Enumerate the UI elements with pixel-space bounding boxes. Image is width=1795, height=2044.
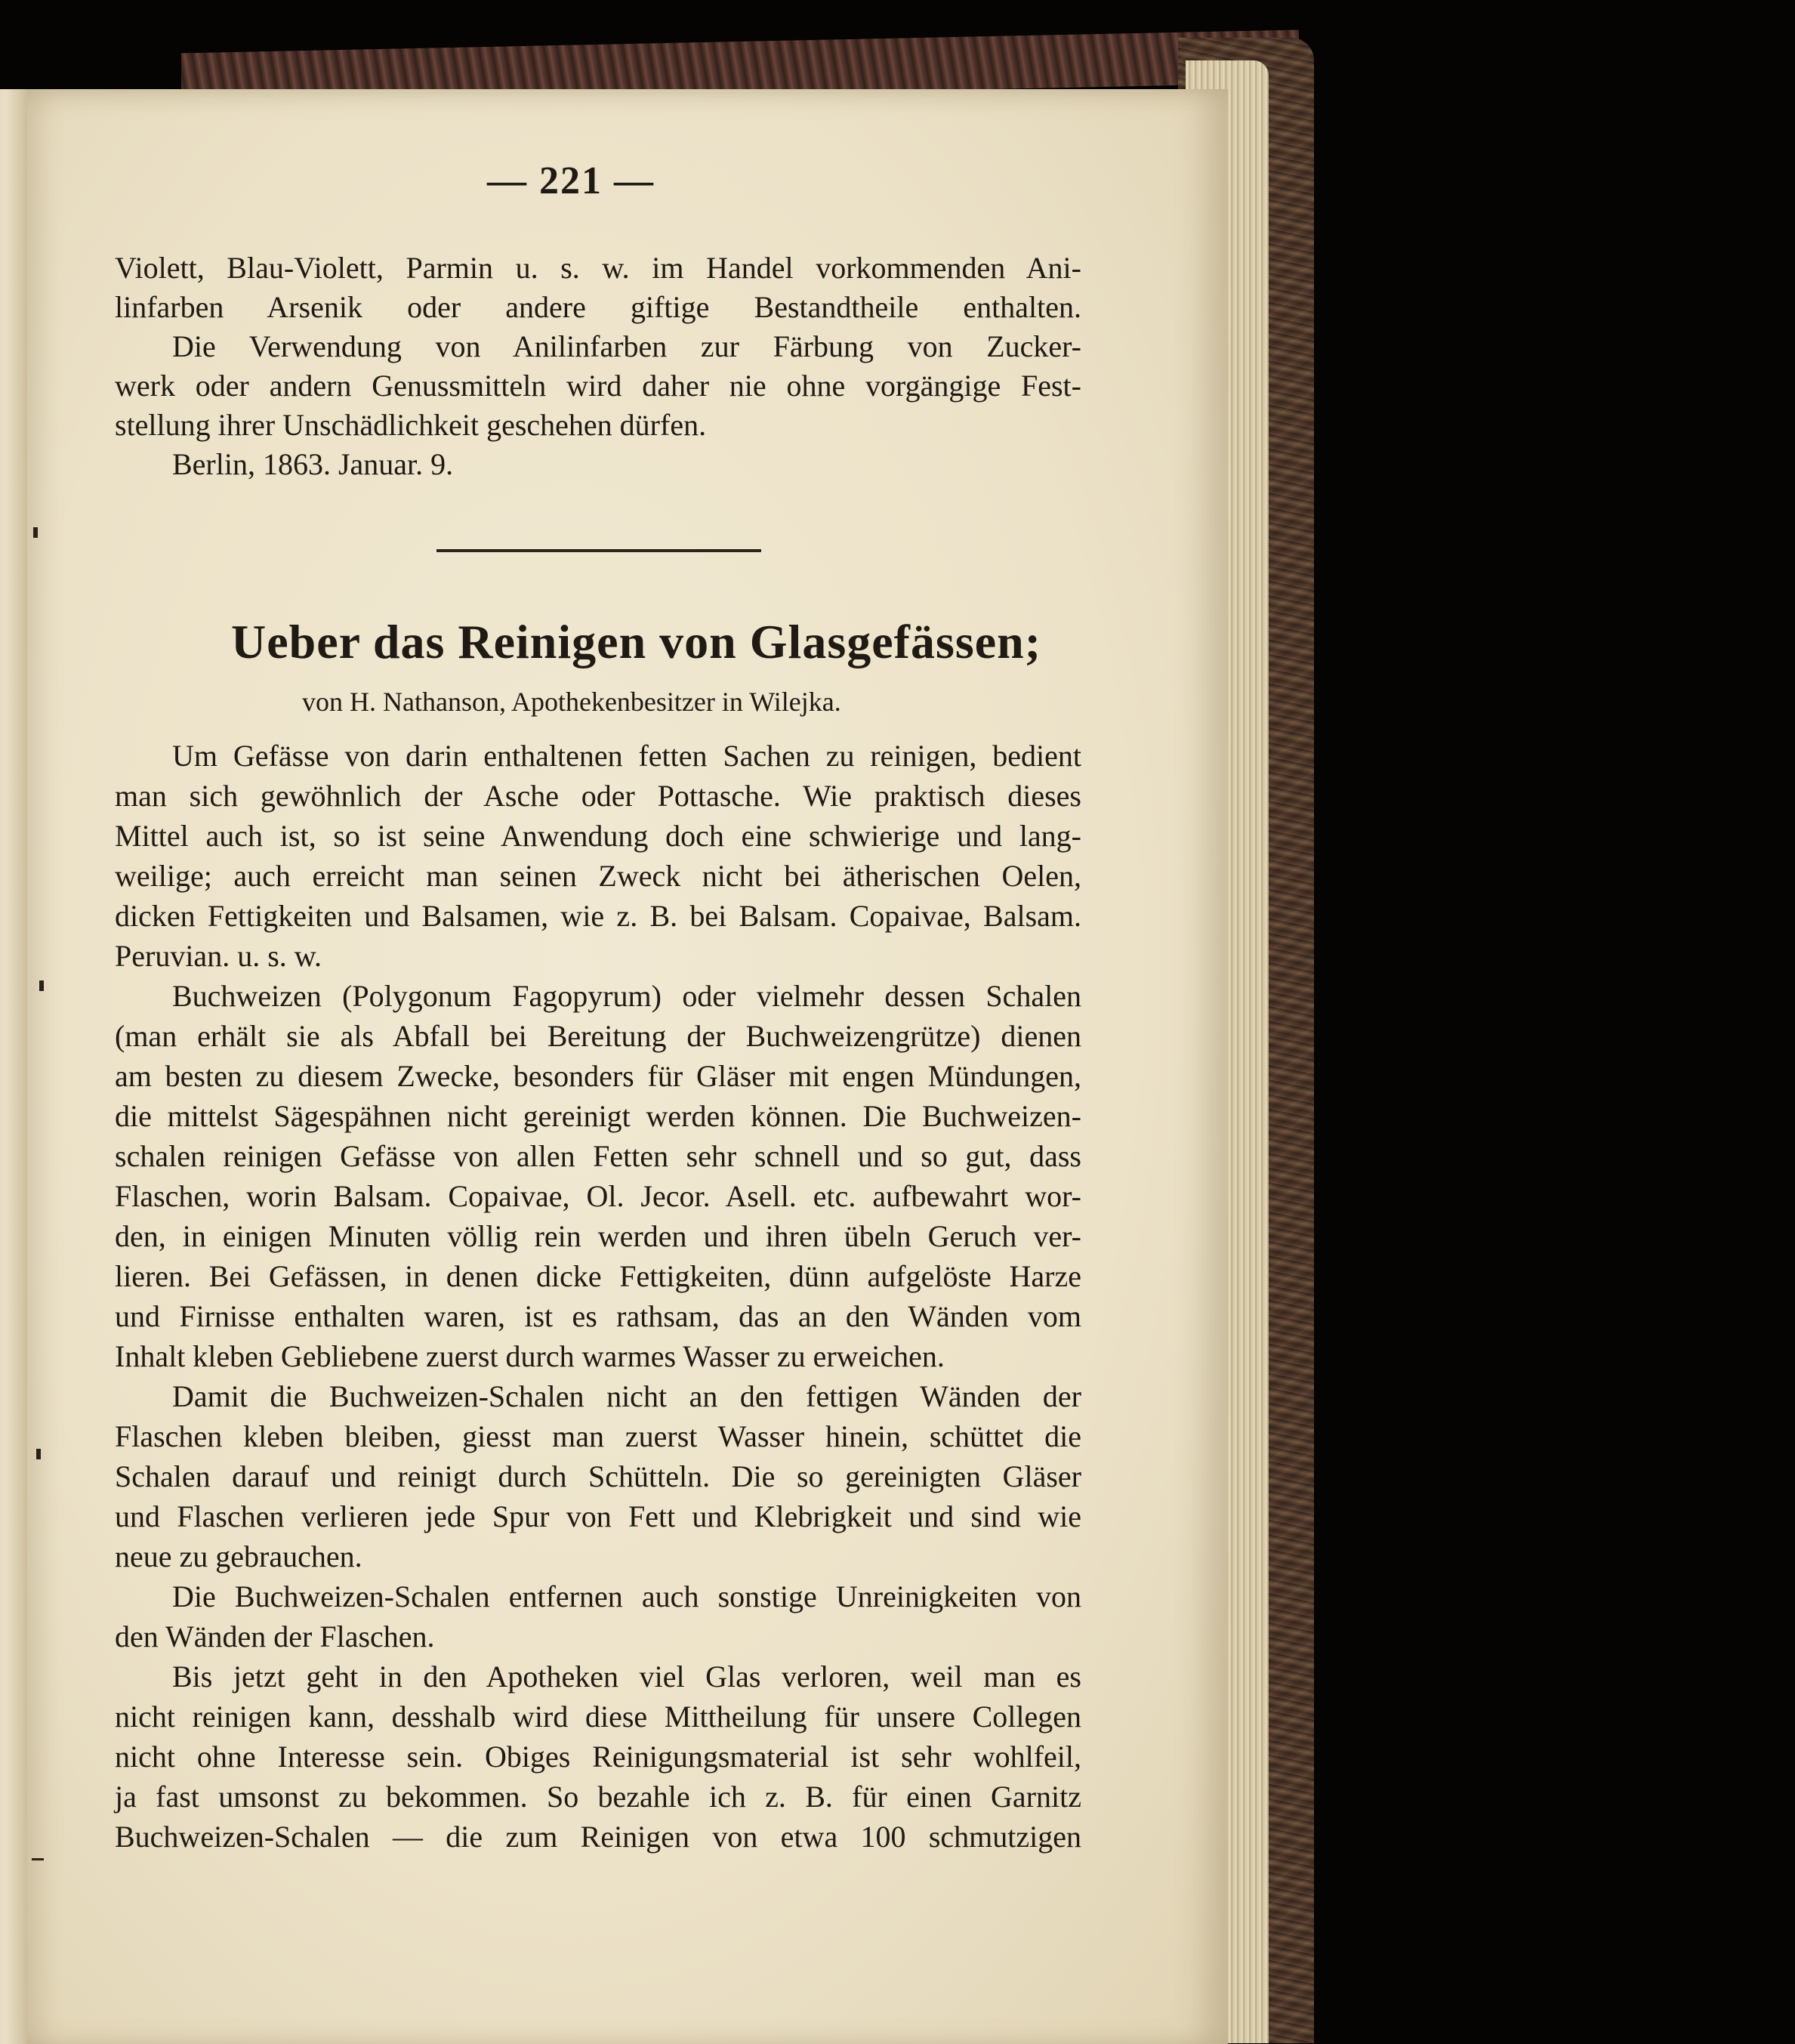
article-line: schalen reinigen Gefässe von allen Fetten sehr schnell und so gut, dass [115, 1139, 1081, 1173]
article-line: die mittelst Sägespähnen nicht gereinigt werden können. Die Buchweizen- [115, 1099, 1081, 1133]
article-line: und Flaschen verlieren jede Spur von Fett und Klebrigkeit und sind wie [115, 1499, 1081, 1533]
article-line: den, in einigen Minuten völlig rein werden und ihren übeln Geruch ver- [115, 1219, 1081, 1253]
article-line: und Firnisse enthalten waren, ist es rathsam, das an den Wänden vom [115, 1299, 1081, 1333]
article-line: Damit die Buchweizen-Schalen nicht an den fettigen Wänden der [172, 1379, 1081, 1413]
margin-mark [36, 1449, 41, 1459]
article-line: Schalen darauf und reinigt durch Schütteln. Die so gereinigten Gläser [115, 1459, 1081, 1493]
article-heading: Ueber das Reinigen von Glasgefässen; [231, 615, 1042, 668]
article-line: nicht reinigen kann, desshalb wird diese Mittheilung für unsere Collegen [115, 1700, 1081, 1734]
margin-mark [32, 1858, 44, 1860]
article-line: Flaschen kleben bleiben, giesst man zuerst Wasser hinein, schüttet die [115, 1419, 1081, 1453]
intro-line: linfarben Arsenik oder andere giftige Bestandtheile enthalten. [115, 290, 1081, 324]
article-line: am besten zu diesem Zwecke, besonders für Gläser mit engen Mündungen, [115, 1059, 1081, 1093]
article-line: Um Gefässe von darin enthaltenen fetten Sachen zu reinigen, bedient [172, 739, 1081, 773]
article-line: (man erhält sie als Abfall bei Bereitung der Buchweizengrütze) dienen [115, 1019, 1081, 1053]
intro-line: stellung ihrer Unschädlichkeit geschehen dürfen. [115, 408, 707, 442]
margin-mark [39, 980, 44, 991]
book-page [27, 89, 1228, 2044]
article-line: Die Buchweizen-Schalen entfernen auch sonstige Unreinigkeiten von [172, 1579, 1081, 1613]
article-line: ja fast umsonst zu bekommen. So bezahle ich z. B. für einen Garnitz [115, 1780, 1081, 1814]
article-line: Inhalt kleben Gebliebene zuerst durch warmes Wasser zu erweichen. [115, 1339, 945, 1373]
article-line: Mittel auch ist, so ist seine Anwendung doch eine schwierige und lang- [115, 819, 1081, 853]
article-line: Peruvian. u. s. w. [115, 939, 322, 973]
article-line: man sich gewöhnlich der Asche oder Pottasche. Wie praktisch dieses [115, 779, 1081, 813]
intro-line: werk oder andern Genussmitteln wird daher nie ohne vorgängige Fest- [115, 369, 1081, 403]
article-byline: von H. Nathanson, Apothekenbesitzer in Wilejka. [302, 687, 841, 717]
article-line: neue zu gebrauchen. [115, 1539, 362, 1573]
section-divider [436, 549, 761, 552]
article-line: dicken Fettigkeiten und Balsamen, wie z. B. bei Balsam. Copaivae, Balsam. [115, 899, 1081, 933]
article-line: Buchweizen-Schalen — die zum Reinigen von etwa 100 schmutzigen [115, 1820, 1081, 1854]
article-line: weilige; auch erreicht man seinen Zweck nicht bei ätherischen Oelen, [115, 859, 1081, 893]
article-line: lieren. Bei Gefässen, in denen dicke Fettigkeiten, dünn aufgelöste Harze [115, 1259, 1081, 1293]
intro-line: Violett, Blau-Violett, Parmin u. s. w. im Handel vorkommenden Ani- [115, 251, 1081, 285]
page-number: — 221 — [487, 159, 655, 202]
intro-line: Die Verwendung von Anilinfarben zur Färbung von Zucker- [172, 329, 1081, 363]
article-line: Flaschen, worin Balsam. Copaivae, Ol. Jecor. Asell. etc. aufbewahrt wor- [115, 1179, 1081, 1213]
article-line: Bis jetzt geht in den Apotheken viel Glas verloren, weil man es [172, 1660, 1081, 1694]
intro-place-date: Berlin, 1863. Januar. 9. [172, 447, 454, 481]
margin-mark [33, 527, 38, 538]
article-line: nicht ohne Interesse sein. Obiges Reinigungsmaterial ist sehr wohlfeil, [115, 1740, 1081, 1774]
article-line: Buchweizen (Polygonum Fagopyrum) oder vielmehr dessen Schalen [172, 979, 1081, 1013]
article-line: den Wänden der Flaschen. [115, 1619, 435, 1653]
